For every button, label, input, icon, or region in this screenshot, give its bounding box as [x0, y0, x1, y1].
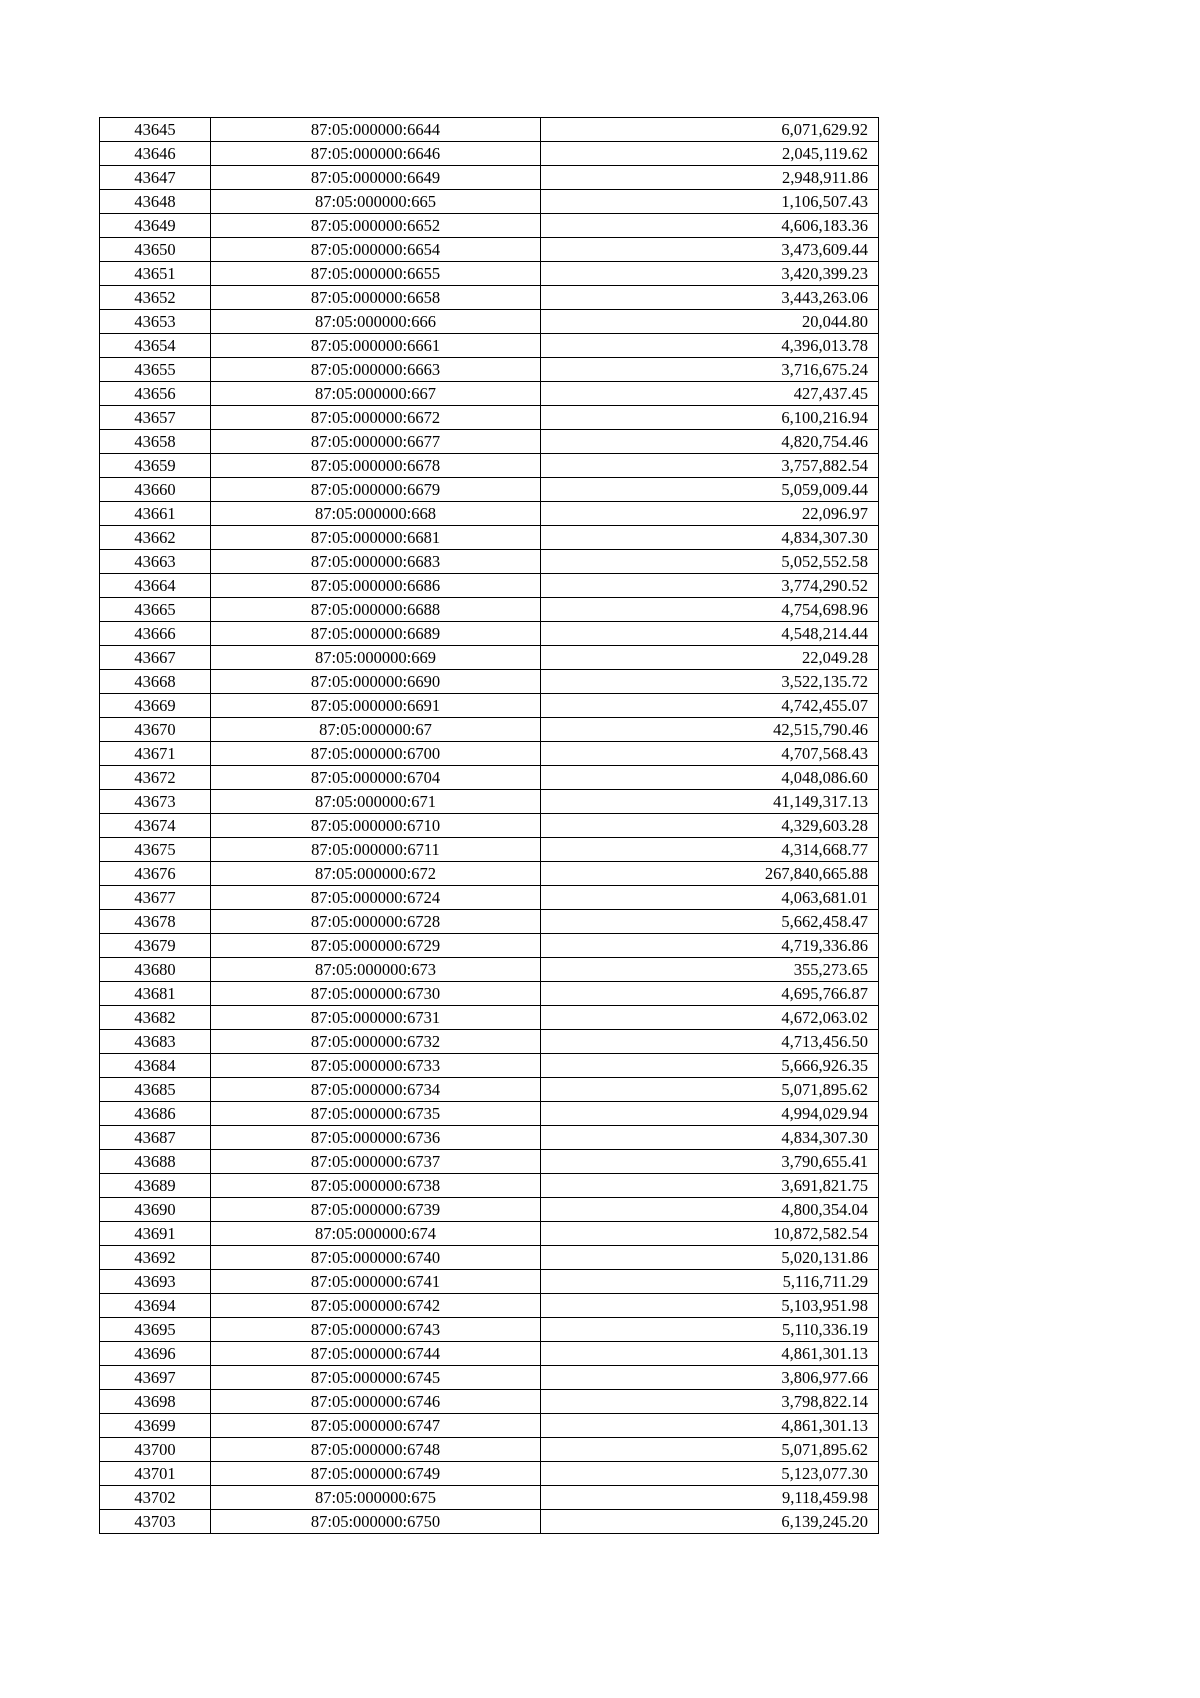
value-cell: 4,820,754.46	[541, 430, 879, 454]
value-cell: 5,071,895.62	[541, 1078, 879, 1102]
table-row	[100, 574, 879, 598]
table-row	[100, 1102, 879, 1126]
table-row	[100, 430, 879, 454]
cadastral-number-cell: 87:05:000000:6733	[211, 1054, 541, 1078]
row-number-cell: 43703	[100, 1510, 211, 1534]
row-number-cell: 43683	[100, 1030, 211, 1054]
table-row	[100, 406, 879, 430]
row-number-cell: 43672	[100, 766, 211, 790]
value-cell: 5,110,336.19	[541, 1318, 879, 1342]
row-number-cell: 43688	[100, 1150, 211, 1174]
value-cell: 1,106,507.43	[541, 190, 879, 214]
row-number-cell: 43662	[100, 526, 211, 550]
cadastral-number-cell: 87:05:000000:675	[211, 1486, 541, 1510]
value-cell: 4,695,766.87	[541, 982, 879, 1006]
table-row	[100, 1342, 879, 1366]
row-number-cell: 43695	[100, 1318, 211, 1342]
cadastral-number-cell: 87:05:000000:6732	[211, 1030, 541, 1054]
value-cell: 4,861,301.13	[541, 1414, 879, 1438]
table-row	[100, 262, 879, 286]
table-row	[100, 1006, 879, 1030]
value-cell: 22,049.28	[541, 646, 879, 670]
value-cell: 4,063,681.01	[541, 886, 879, 910]
table-row	[100, 478, 879, 502]
table-row	[100, 718, 879, 742]
row-number-cell: 43698	[100, 1390, 211, 1414]
table-row	[100, 382, 879, 406]
row-number-cell: 43656	[100, 382, 211, 406]
value-cell: 4,834,307.30	[541, 1126, 879, 1150]
row-number-cell: 43701	[100, 1462, 211, 1486]
table-row	[100, 454, 879, 478]
row-number-cell: 43652	[100, 286, 211, 310]
row-number-cell: 43675	[100, 838, 211, 862]
value-cell: 5,116,711.29	[541, 1270, 879, 1294]
row-number-cell: 43685	[100, 1078, 211, 1102]
table-row	[100, 670, 879, 694]
cadastral-number-cell: 87:05:000000:6672	[211, 406, 541, 430]
table-row	[100, 1486, 879, 1510]
table-row	[100, 238, 879, 262]
row-number-cell: 43667	[100, 646, 211, 670]
row-number-cell: 43645	[100, 118, 211, 142]
cadastral-number-cell: 87:05:000000:6729	[211, 934, 541, 958]
value-cell: 4,742,455.07	[541, 694, 879, 718]
value-cell: 6,100,216.94	[541, 406, 879, 430]
row-number-cell: 43657	[100, 406, 211, 430]
value-cell: 3,790,655.41	[541, 1150, 879, 1174]
table-row	[100, 766, 879, 790]
table-row	[100, 862, 879, 886]
table-row	[100, 1198, 879, 1222]
value-cell: 3,798,822.14	[541, 1390, 879, 1414]
row-number-cell: 43699	[100, 1414, 211, 1438]
value-cell: 5,059,009.44	[541, 478, 879, 502]
row-number-cell: 43668	[100, 670, 211, 694]
value-cell: 3,757,882.54	[541, 454, 879, 478]
row-number-cell: 43649	[100, 214, 211, 238]
row-number-cell: 43696	[100, 1342, 211, 1366]
table-row	[100, 358, 879, 382]
row-number-cell: 43648	[100, 190, 211, 214]
row-number-cell: 43691	[100, 1222, 211, 1246]
table-row	[100, 886, 879, 910]
row-number-cell: 43650	[100, 238, 211, 262]
value-cell: 5,123,077.30	[541, 1462, 879, 1486]
cadastral-number-cell: 87:05:000000:6683	[211, 550, 541, 574]
cadastral-number-cell: 87:05:000000:6704	[211, 766, 541, 790]
table-row	[100, 646, 879, 670]
value-cell: 4,314,668.77	[541, 838, 879, 862]
cadastral-number-cell: 87:05:000000:6679	[211, 478, 541, 502]
row-number-cell: 43702	[100, 1486, 211, 1510]
cadastral-number-cell: 87:05:000000:672	[211, 862, 541, 886]
value-cell: 20,044.80	[541, 310, 879, 334]
row-number-cell: 43684	[100, 1054, 211, 1078]
table-row	[100, 286, 879, 310]
row-number-cell: 43663	[100, 550, 211, 574]
value-cell: 4,548,214.44	[541, 622, 879, 646]
cadastral-number-cell: 87:05:000000:674	[211, 1222, 541, 1246]
table-row	[100, 1294, 879, 1318]
value-cell: 427,437.45	[541, 382, 879, 406]
cadastral-number-cell: 87:05:000000:6711	[211, 838, 541, 862]
value-cell: 42,515,790.46	[541, 718, 879, 742]
cadastral-number-cell: 87:05:000000:6700	[211, 742, 541, 766]
value-cell: 41,149,317.13	[541, 790, 879, 814]
row-number-cell: 43679	[100, 934, 211, 958]
cadastral-number-cell: 87:05:000000:6739	[211, 1198, 541, 1222]
table-row	[100, 502, 879, 526]
table-row	[100, 958, 879, 982]
row-number-cell: 43671	[100, 742, 211, 766]
table-row	[100, 1054, 879, 1078]
value-cell: 5,071,895.62	[541, 1438, 879, 1462]
row-number-cell: 43654	[100, 334, 211, 358]
value-cell: 4,329,603.28	[541, 814, 879, 838]
table-row	[100, 550, 879, 574]
table-row	[100, 694, 879, 718]
row-number-cell: 43681	[100, 982, 211, 1006]
value-cell: 4,672,063.02	[541, 1006, 879, 1030]
table-row	[100, 598, 879, 622]
cadastral-number-cell: 87:05:000000:6661	[211, 334, 541, 358]
row-number-cell: 43670	[100, 718, 211, 742]
cadastral-number-cell: 87:05:000000:6730	[211, 982, 541, 1006]
value-cell: 4,396,013.78	[541, 334, 879, 358]
cadastral-number-cell: 87:05:000000:665	[211, 190, 541, 214]
row-number-cell: 43677	[100, 886, 211, 910]
table-row	[100, 1150, 879, 1174]
row-number-cell: 43646	[100, 142, 211, 166]
cadastral-number-cell: 87:05:000000:6738	[211, 1174, 541, 1198]
row-number-cell: 43678	[100, 910, 211, 934]
row-number-cell: 43676	[100, 862, 211, 886]
row-number-cell: 43669	[100, 694, 211, 718]
table-row	[100, 1510, 879, 1534]
table-row	[100, 526, 879, 550]
cadastral-number-cell: 87:05:000000:6728	[211, 910, 541, 934]
value-cell: 267,840,665.88	[541, 862, 879, 886]
row-number-cell: 43693	[100, 1270, 211, 1294]
value-cell: 5,666,926.35	[541, 1054, 879, 1078]
cadastral-number-cell: 87:05:000000:6745	[211, 1366, 541, 1390]
value-cell: 3,716,675.24	[541, 358, 879, 382]
value-cell: 6,139,245.20	[541, 1510, 879, 1534]
cadastral-number-cell: 87:05:000000:6710	[211, 814, 541, 838]
row-number-cell: 43686	[100, 1102, 211, 1126]
cadastral-number-cell: 87:05:000000:6691	[211, 694, 541, 718]
cadastral-number-cell: 87:05:000000:6681	[211, 526, 541, 550]
value-cell: 3,420,399.23	[541, 262, 879, 286]
cadastral-number-cell: 87:05:000000:6658	[211, 286, 541, 310]
row-number-cell: 43664	[100, 574, 211, 598]
table-body	[100, 118, 879, 1534]
cadastral-number-cell: 87:05:000000:6731	[211, 1006, 541, 1030]
value-cell: 4,719,336.86	[541, 934, 879, 958]
cadastral-number-cell: 87:05:000000:667	[211, 382, 541, 406]
value-cell: 3,806,977.66	[541, 1366, 879, 1390]
value-cell: 4,048,086.60	[541, 766, 879, 790]
table-row	[100, 1030, 879, 1054]
table-row	[100, 310, 879, 334]
row-number-cell: 43690	[100, 1198, 211, 1222]
value-cell: 4,707,568.43	[541, 742, 879, 766]
row-number-cell: 43651	[100, 262, 211, 286]
row-number-cell: 43661	[100, 502, 211, 526]
cadastral-number-cell: 87:05:000000:6740	[211, 1246, 541, 1270]
value-cell: 6,071,629.92	[541, 118, 879, 142]
table-row	[100, 1462, 879, 1486]
value-cell: 4,994,029.94	[541, 1102, 879, 1126]
row-number-cell: 43697	[100, 1366, 211, 1390]
table-row	[100, 934, 879, 958]
value-cell: 5,052,552.58	[541, 550, 879, 574]
value-cell: 4,713,456.50	[541, 1030, 879, 1054]
cadastral-number-cell: 87:05:000000:6748	[211, 1438, 541, 1462]
row-number-cell: 43682	[100, 1006, 211, 1030]
cadastral-number-cell: 87:05:000000:6741	[211, 1270, 541, 1294]
cadastral-number-cell: 87:05:000000:6652	[211, 214, 541, 238]
row-number-cell: 43689	[100, 1174, 211, 1198]
cadastral-number-cell: 87:05:000000:6690	[211, 670, 541, 694]
table-row	[100, 334, 879, 358]
cadastral-number-cell: 87:05:000000:666	[211, 310, 541, 334]
cadastral-number-cell: 87:05:000000:6655	[211, 262, 541, 286]
cadastral-number-cell: 87:05:000000:6734	[211, 1078, 541, 1102]
cadastral-number-cell: 87:05:000000:6746	[211, 1390, 541, 1414]
value-cell: 3,774,290.52	[541, 574, 879, 598]
value-cell: 2,045,119.62	[541, 142, 879, 166]
value-cell: 4,834,307.30	[541, 526, 879, 550]
row-number-cell: 43647	[100, 166, 211, 190]
cadastral-number-cell: 87:05:000000:6724	[211, 886, 541, 910]
table-row	[100, 214, 879, 238]
value-cell: 3,443,263.06	[541, 286, 879, 310]
value-cell: 355,273.65	[541, 958, 879, 982]
cadastral-number-cell: 87:05:000000:6686	[211, 574, 541, 598]
table-row	[100, 1222, 879, 1246]
table-row	[100, 1438, 879, 1462]
value-cell: 5,020,131.86	[541, 1246, 879, 1270]
cadastral-number-cell: 87:05:000000:67	[211, 718, 541, 742]
table-row	[100, 1078, 879, 1102]
value-cell: 4,800,354.04	[541, 1198, 879, 1222]
cadastral-number-cell: 87:05:000000:6644	[211, 118, 541, 142]
cadastral-number-cell: 87:05:000000:6688	[211, 598, 541, 622]
cadastral-number-cell: 87:05:000000:6747	[211, 1414, 541, 1438]
value-cell: 4,606,183.36	[541, 214, 879, 238]
row-number-cell: 43653	[100, 310, 211, 334]
table-row	[100, 1366, 879, 1390]
cadastral-number-cell: 87:05:000000:6736	[211, 1126, 541, 1150]
value-cell: 5,662,458.47	[541, 910, 879, 934]
row-number-cell: 43680	[100, 958, 211, 982]
table-row	[100, 838, 879, 862]
cadastral-number-cell: 87:05:000000:6646	[211, 142, 541, 166]
table-row	[100, 622, 879, 646]
row-number-cell: 43673	[100, 790, 211, 814]
table-row	[100, 118, 879, 142]
cadastral-number-cell: 87:05:000000:6743	[211, 1318, 541, 1342]
table-row	[100, 1390, 879, 1414]
cadastral-number-cell: 87:05:000000:6678	[211, 454, 541, 478]
table-row	[100, 142, 879, 166]
cadastral-number-cell: 87:05:000000:6735	[211, 1102, 541, 1126]
value-cell: 4,861,301.13	[541, 1342, 879, 1366]
cadastral-number-cell: 87:05:000000:669	[211, 646, 541, 670]
value-cell: 3,522,135.72	[541, 670, 879, 694]
table-row	[100, 1270, 879, 1294]
value-cell: 3,473,609.44	[541, 238, 879, 262]
row-number-cell: 43665	[100, 598, 211, 622]
cadastral-number-cell: 87:05:000000:6663	[211, 358, 541, 382]
table-row	[100, 1414, 879, 1438]
value-cell: 4,754,698.96	[541, 598, 879, 622]
table-row	[100, 814, 879, 838]
table-row	[100, 910, 879, 934]
table-row	[100, 1318, 879, 1342]
table-row	[100, 166, 879, 190]
table-row	[100, 1174, 879, 1198]
row-number-cell: 43658	[100, 430, 211, 454]
table-row	[100, 790, 879, 814]
row-number-cell: 43674	[100, 814, 211, 838]
cadastral-number-cell: 87:05:000000:6737	[211, 1150, 541, 1174]
value-cell: 10,872,582.54	[541, 1222, 879, 1246]
table-row	[100, 190, 879, 214]
value-cell: 3,691,821.75	[541, 1174, 879, 1198]
row-number-cell: 43655	[100, 358, 211, 382]
cadastral-number-cell: 87:05:000000:6742	[211, 1294, 541, 1318]
value-cell: 5,103,951.98	[541, 1294, 879, 1318]
cadastral-number-cell: 87:05:000000:6654	[211, 238, 541, 262]
value-cell: 9,118,459.98	[541, 1486, 879, 1510]
cadastral-number-cell: 87:05:000000:6649	[211, 166, 541, 190]
row-number-cell: 43694	[100, 1294, 211, 1318]
cadastral-number-cell: 87:05:000000:6744	[211, 1342, 541, 1366]
value-cell: 22,096.97	[541, 502, 879, 526]
cadastral-number-cell: 87:05:000000:673	[211, 958, 541, 982]
table-row	[100, 1126, 879, 1150]
row-number-cell: 43687	[100, 1126, 211, 1150]
table-row	[100, 742, 879, 766]
row-number-cell: 43692	[100, 1246, 211, 1270]
cadastral-number-cell: 87:05:000000:6749	[211, 1462, 541, 1486]
table-row	[100, 982, 879, 1006]
row-number-cell: 43660	[100, 478, 211, 502]
cadastral-number-cell: 87:05:000000:6689	[211, 622, 541, 646]
table-row	[100, 1246, 879, 1270]
cadastral-number-cell: 87:05:000000:671	[211, 790, 541, 814]
cadastral-number-cell: 87:05:000000:668	[211, 502, 541, 526]
cadastral-value-table	[99, 117, 879, 1534]
cadastral-number-cell: 87:05:000000:6750	[211, 1510, 541, 1534]
cadastral-number-cell: 87:05:000000:6677	[211, 430, 541, 454]
row-number-cell: 43659	[100, 454, 211, 478]
row-number-cell: 43700	[100, 1438, 211, 1462]
row-number-cell: 43666	[100, 622, 211, 646]
value-cell: 2,948,911.86	[541, 166, 879, 190]
